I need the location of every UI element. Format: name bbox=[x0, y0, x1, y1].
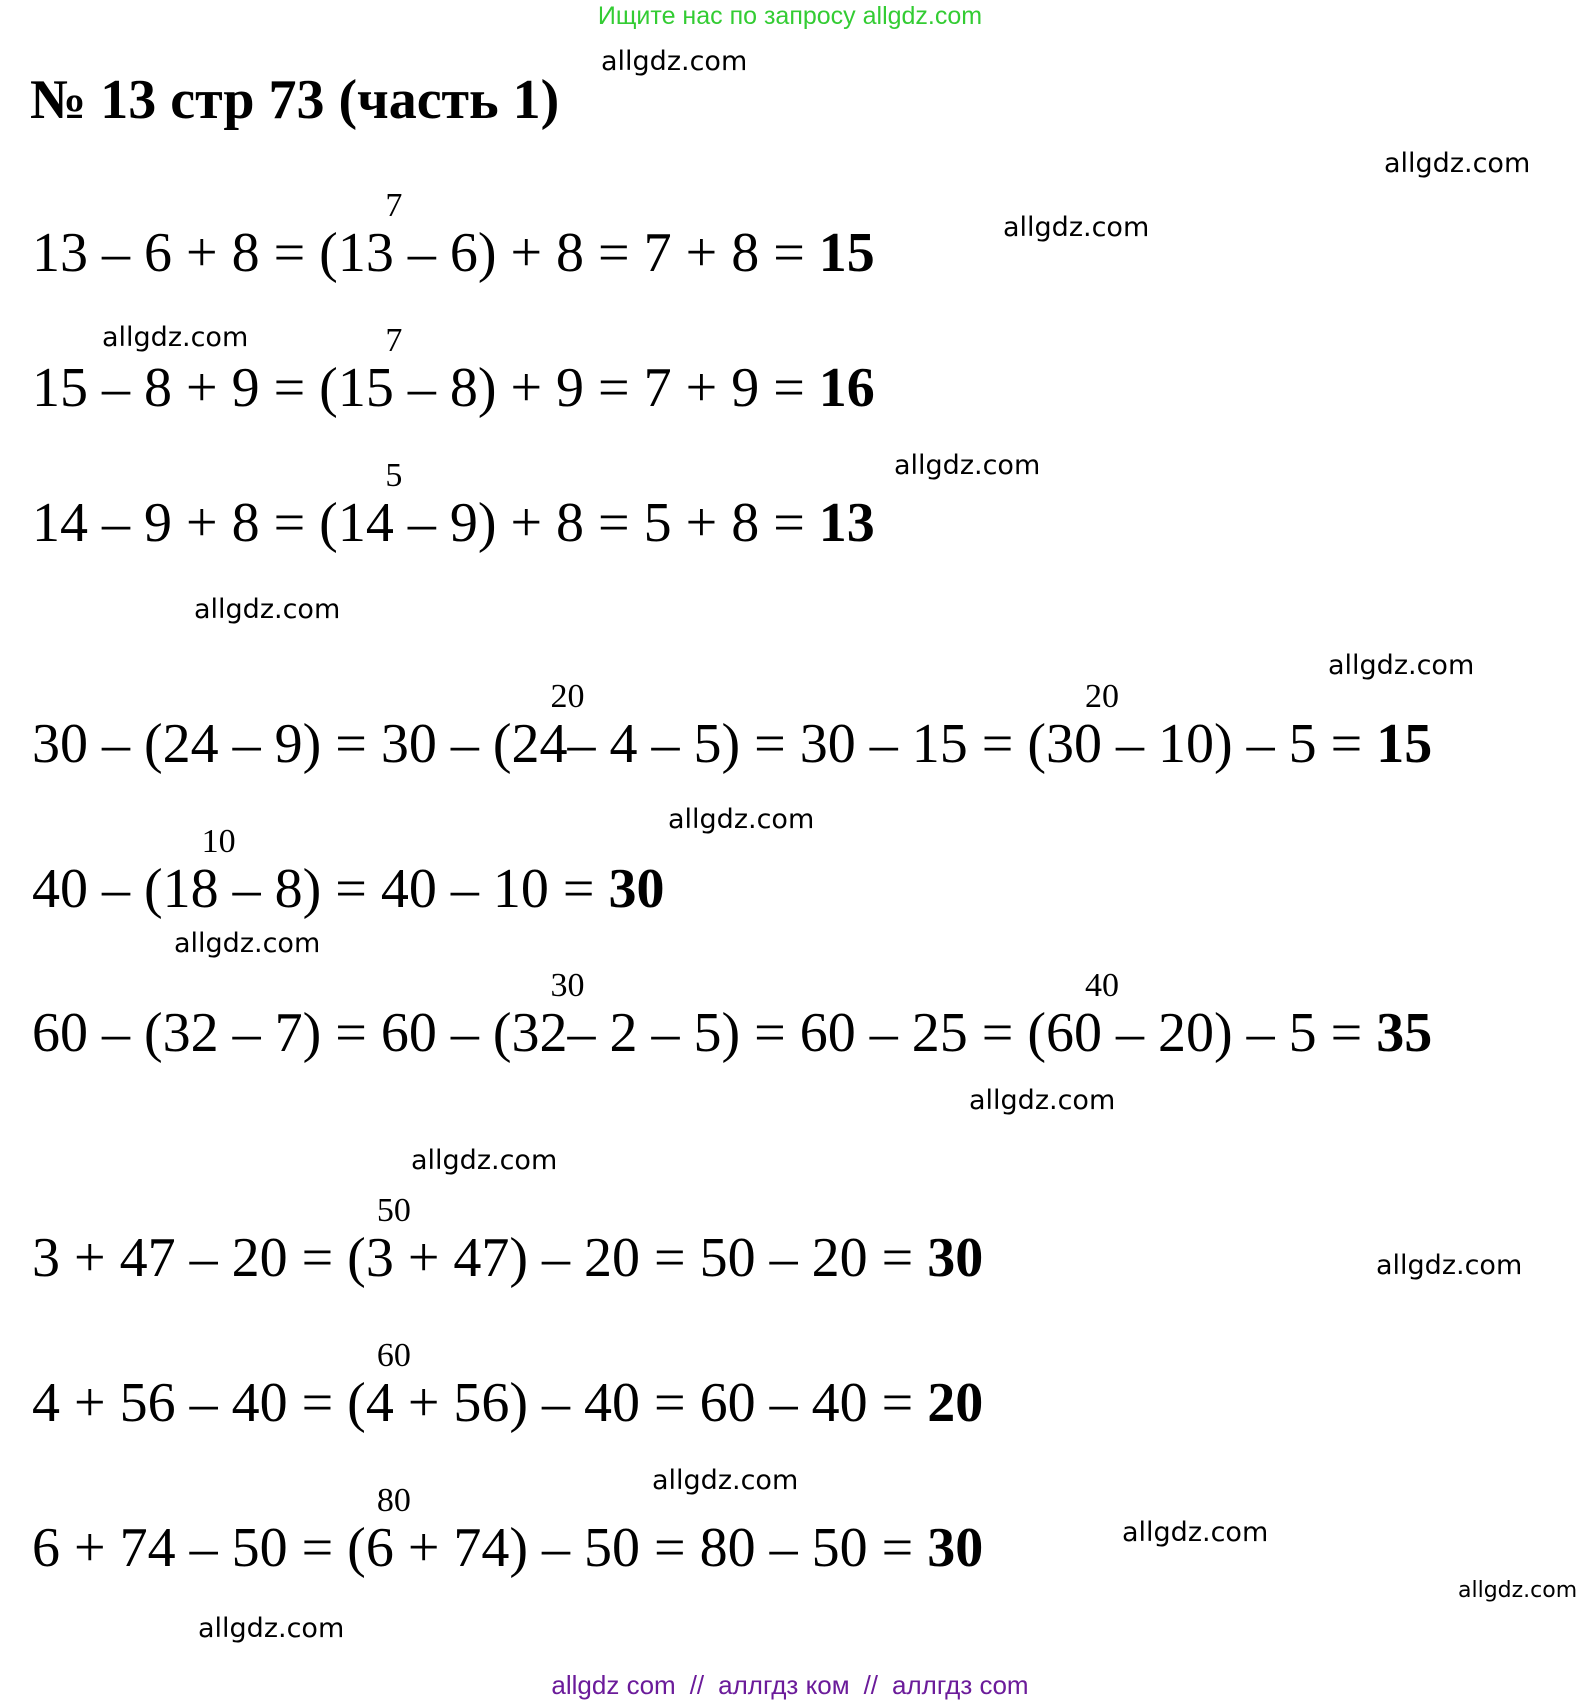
equation-row bbox=[32, 457, 875, 554]
page-title: № 13 стр 73 (часть 1) bbox=[30, 69, 560, 131]
equation-row bbox=[32, 1192, 984, 1289]
equation-answer: 13 bbox=[818, 492, 875, 554]
link-separator: // bbox=[863, 1670, 879, 1700]
equation-pre: 4 + 56 – 40 = (4 60 bbox=[32, 1337, 411, 1434]
watermark: allgdz.com bbox=[1328, 650, 1475, 681]
equation-row bbox=[32, 678, 1433, 775]
watermark: allgdz.com bbox=[668, 804, 815, 835]
hint-number: 30 bbox=[550, 967, 585, 1004]
equation-post: – 8) = 40 – 10 = bbox=[218, 858, 609, 920]
watermark: allgdz.com bbox=[601, 46, 748, 77]
watermark: allgdz.com bbox=[411, 1145, 558, 1176]
hint-number: 40 bbox=[1085, 967, 1119, 1004]
equation-pre: 15 – 8 + 9 = (15 7 bbox=[32, 322, 403, 419]
equation-row bbox=[32, 823, 665, 920]
bottom-link[interactable]: аллгдз com bbox=[892, 1670, 1029, 1700]
watermark: allgdz.com bbox=[1122, 1517, 1269, 1548]
equation-pre: 60 – (32 – 7) = 60 – (32 30 bbox=[32, 967, 585, 1064]
equation-pre: 13 – 6 + 8 = (13 7 bbox=[32, 187, 403, 284]
equation-row bbox=[32, 187, 875, 284]
hint-number: 80 bbox=[376, 1482, 411, 1519]
equation-answer: 30 bbox=[608, 858, 665, 920]
equation-post: – 9) + 8 = 5 + 8 = bbox=[393, 492, 819, 554]
equation-pre: 40 – (18 10 bbox=[32, 823, 236, 920]
bottom-links bbox=[0, 1670, 1580, 1701]
equation-pre: 30 – (24 – 9) = 30 – (24 20 bbox=[32, 678, 585, 775]
bottom-link[interactable]: allgdz com bbox=[551, 1670, 676, 1700]
watermark: allgdz.com bbox=[194, 594, 341, 625]
equation-answer: 15 bbox=[1376, 713, 1433, 775]
hint-number: 20 bbox=[550, 678, 585, 715]
equation-mid: – 2 – 5) = 60 – 25 = (60 40 bbox=[567, 967, 1119, 1064]
watermark: allgdz.com bbox=[969, 1085, 1116, 1116]
watermark: allgdz.com bbox=[1003, 212, 1150, 243]
hint-number: 7 bbox=[385, 322, 403, 359]
watermark: allgdz.com bbox=[198, 1613, 345, 1644]
link-separator: // bbox=[689, 1670, 705, 1700]
equation-answer: 20 bbox=[927, 1372, 984, 1434]
hint-number: 50 bbox=[376, 1192, 411, 1229]
equation-mid: – 4 – 5) = 30 – 15 = (30 20 bbox=[567, 678, 1119, 775]
equation-post: – 10) – 5 = bbox=[1102, 713, 1377, 775]
equation-answer: 30 bbox=[927, 1227, 984, 1289]
equation-answer: 16 bbox=[818, 357, 875, 419]
watermark: allgdz.com bbox=[652, 1465, 799, 1496]
equation-pre: 3 + 47 – 20 = (3 50 bbox=[32, 1192, 411, 1289]
watermark: allgdz.com bbox=[1376, 1250, 1523, 1281]
watermark: allgdz.com bbox=[894, 450, 1041, 481]
equation-row bbox=[32, 1337, 984, 1434]
equation-post: + 47) – 20 = 50 – 20 = bbox=[393, 1227, 928, 1289]
watermark: allgdz.com bbox=[102, 322, 249, 353]
hint-number: 5 bbox=[385, 457, 403, 494]
watermark: allgdz.com bbox=[1384, 148, 1531, 179]
hint-number: 60 bbox=[376, 1337, 411, 1374]
equation-row bbox=[32, 967, 1433, 1064]
equation-post: + 56) – 40 = 60 – 40 = bbox=[393, 1372, 928, 1434]
search-banner: Ищите нас по запросу allgdz.com bbox=[597, 2, 983, 30]
equation-pre: 14 – 9 + 8 = (14 5 bbox=[32, 457, 403, 554]
equation-answer: 35 bbox=[1376, 1002, 1433, 1064]
equation-post: – 8) + 9 = 7 + 9 = bbox=[393, 357, 819, 419]
equation-row bbox=[32, 1482, 984, 1579]
bottom-link[interactable]: аллгдз ком bbox=[718, 1670, 850, 1700]
watermark: allgdz.com bbox=[174, 928, 321, 959]
hint-number: 7 bbox=[385, 187, 403, 224]
equation-post: + 74) – 50 = 80 – 50 = bbox=[393, 1517, 928, 1579]
equation-post: – 6) + 8 = 7 + 8 = bbox=[393, 222, 819, 284]
watermark: allgdz.com bbox=[1458, 1578, 1578, 1603]
equation-answer: 30 bbox=[927, 1517, 984, 1579]
hint-number: 20 bbox=[1085, 678, 1119, 715]
equation-post: – 20) – 5 = bbox=[1102, 1002, 1377, 1064]
equation-pre: 6 + 74 – 50 = (6 80 bbox=[32, 1482, 411, 1579]
hint-number: 10 bbox=[201, 823, 236, 860]
equation-answer: 15 bbox=[818, 222, 875, 284]
